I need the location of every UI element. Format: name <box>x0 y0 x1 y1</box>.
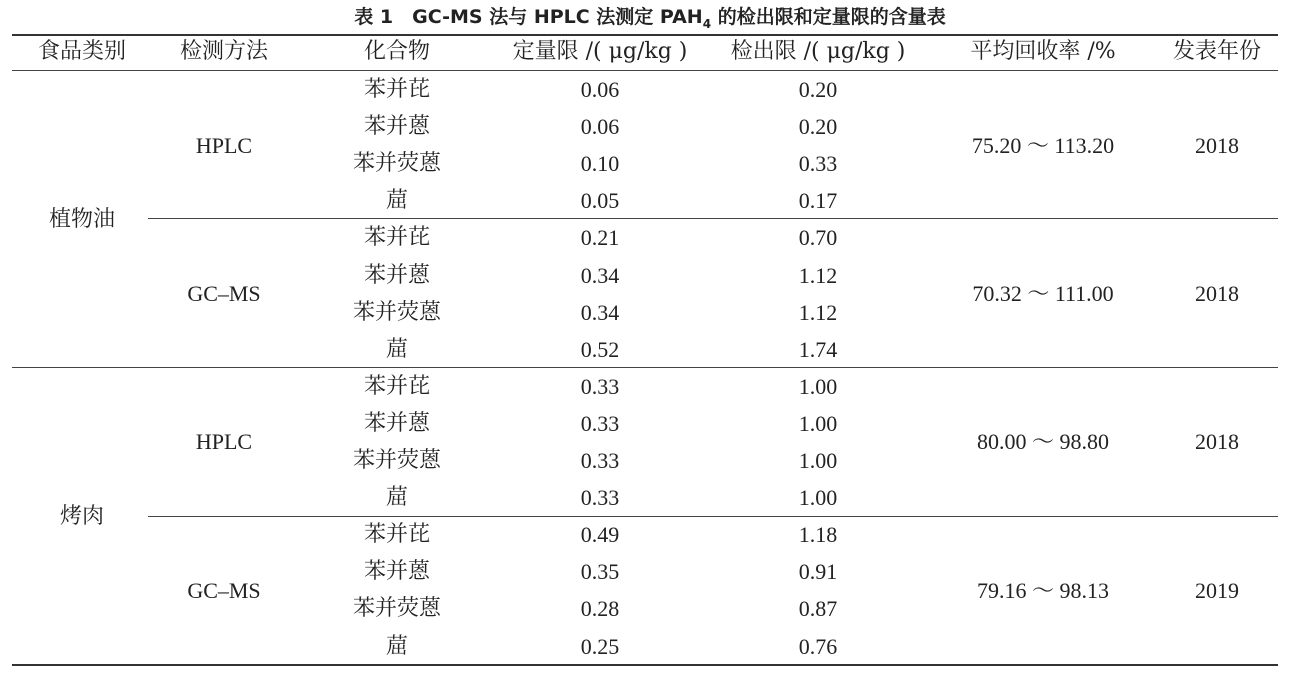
lod-cell: 0.70 <box>798 225 838 251</box>
loq-cell: 0.10 <box>580 151 620 177</box>
recovery-cell: 75.20 ～ 113.20 <box>971 132 1115 158</box>
food-category-cell: 烤肉 <box>59 503 104 529</box>
compound-cell: 䓛 <box>385 336 408 362</box>
loq-cell: 0.21 <box>580 225 620 251</box>
compound-cell: 苯并蒽 <box>363 410 430 436</box>
method-cell: HPLC <box>195 132 253 158</box>
loq-cell: 0.33 <box>580 485 620 511</box>
column-header: 平均回收率 /% <box>970 39 1116 64</box>
top-rule <box>12 34 1278 36</box>
loq-cell: 0.06 <box>580 77 620 102</box>
lod-cell: 0.17 <box>798 188 838 214</box>
compound-cell: 苯并蒽 <box>363 559 430 585</box>
caption-prefix: 表 1 GC-MS 法与 HPLC 法测定 PAH <box>354 6 703 28</box>
bottom-rule <box>12 664 1278 666</box>
compound-cell: 䓛 <box>385 188 408 214</box>
compound-cell: 苯并芘 <box>363 373 430 399</box>
loq-cell: 0.35 <box>580 559 620 585</box>
header-rule <box>12 70 1278 71</box>
lod-cell: 1.74 <box>798 336 838 362</box>
method-cell: GC–MS <box>187 577 261 603</box>
lod-cell: 1.18 <box>798 522 838 548</box>
group-divider-1 <box>148 218 1278 219</box>
loq-cell: 0.33 <box>580 373 620 399</box>
recovery-cell: 80.00 ～ 98.80 <box>976 429 1109 455</box>
lod-cell: 1.00 <box>798 410 838 436</box>
compound-cell: 苯并荧蒽 <box>352 596 441 622</box>
column-header: 食品类别 <box>37 39 126 64</box>
loq-cell: 0.52 <box>580 336 620 362</box>
lod-cell: 1.00 <box>798 373 838 399</box>
compound-cell: 苯并芘 <box>363 77 430 102</box>
method-cell: GC–MS <box>187 281 261 307</box>
method-cell: HPLC <box>195 429 253 455</box>
compound-cell: 苯并荧蒽 <box>352 151 441 177</box>
compound-cell: 苯并荧蒽 <box>352 448 441 473</box>
column-header: 定量限 /( μg/kg ) <box>512 39 688 64</box>
lod-cell: 0.91 <box>798 559 838 585</box>
lod-cell: 0.87 <box>798 596 838 622</box>
compound-cell: 苯并荧蒽 <box>352 299 441 325</box>
recovery-cell: 70.32 ～ 111.00 <box>972 281 1114 307</box>
lod-cell: 0.76 <box>798 633 838 659</box>
loq-cell: 0.49 <box>580 522 620 548</box>
compound-cell: 苯并芘 <box>363 225 430 251</box>
recovery-cell: 79.16 ～ 98.13 <box>976 577 1109 603</box>
lod-cell: 1.12 <box>798 262 838 288</box>
compound-cell: 䓛 <box>385 485 408 511</box>
year-cell: 2019 <box>1195 577 1239 603</box>
compound-cell: 苯并蒽 <box>363 262 430 288</box>
lod-cell: 0.20 <box>798 114 838 140</box>
category-divider <box>12 367 1278 368</box>
loq-cell: 0.28 <box>580 596 620 622</box>
loq-cell: 0.06 <box>580 114 620 140</box>
loq-cell: 0.25 <box>580 633 620 659</box>
loq-cell: 0.34 <box>580 299 620 325</box>
column-header: 化合物 <box>363 39 430 64</box>
lod-cell: 1.00 <box>798 485 838 511</box>
group-divider-2 <box>148 516 1278 517</box>
compound-cell: 䓛 <box>385 633 408 659</box>
lod-cell: 1.12 <box>798 299 838 325</box>
lod-cell: 0.20 <box>798 77 838 102</box>
compound-cell: 苯并蒽 <box>363 114 430 140</box>
table-caption <box>0 2 1300 31</box>
column-header: 检出限 /( μg/kg ) <box>730 39 906 64</box>
food-category-cell: 植物油 <box>48 206 115 232</box>
loq-cell: 0.34 <box>580 262 620 288</box>
column-header: 检测方法 <box>179 39 268 64</box>
year-cell: 2018 <box>1195 132 1239 158</box>
caption-suffix: 的检出限和定量限的含量表 <box>711 6 946 28</box>
column-header: 发表年份 <box>1172 39 1261 64</box>
year-cell: 2018 <box>1195 429 1239 455</box>
caption-subscript: 4 <box>702 16 712 31</box>
lod-cell: 1.00 <box>798 448 838 473</box>
compound-cell: 苯并芘 <box>363 522 430 548</box>
loq-cell: 0.05 <box>580 188 620 214</box>
lod-cell: 0.33 <box>798 151 838 177</box>
year-cell: 2018 <box>1195 281 1239 307</box>
loq-cell: 0.33 <box>580 448 620 473</box>
loq-cell: 0.33 <box>580 410 620 436</box>
